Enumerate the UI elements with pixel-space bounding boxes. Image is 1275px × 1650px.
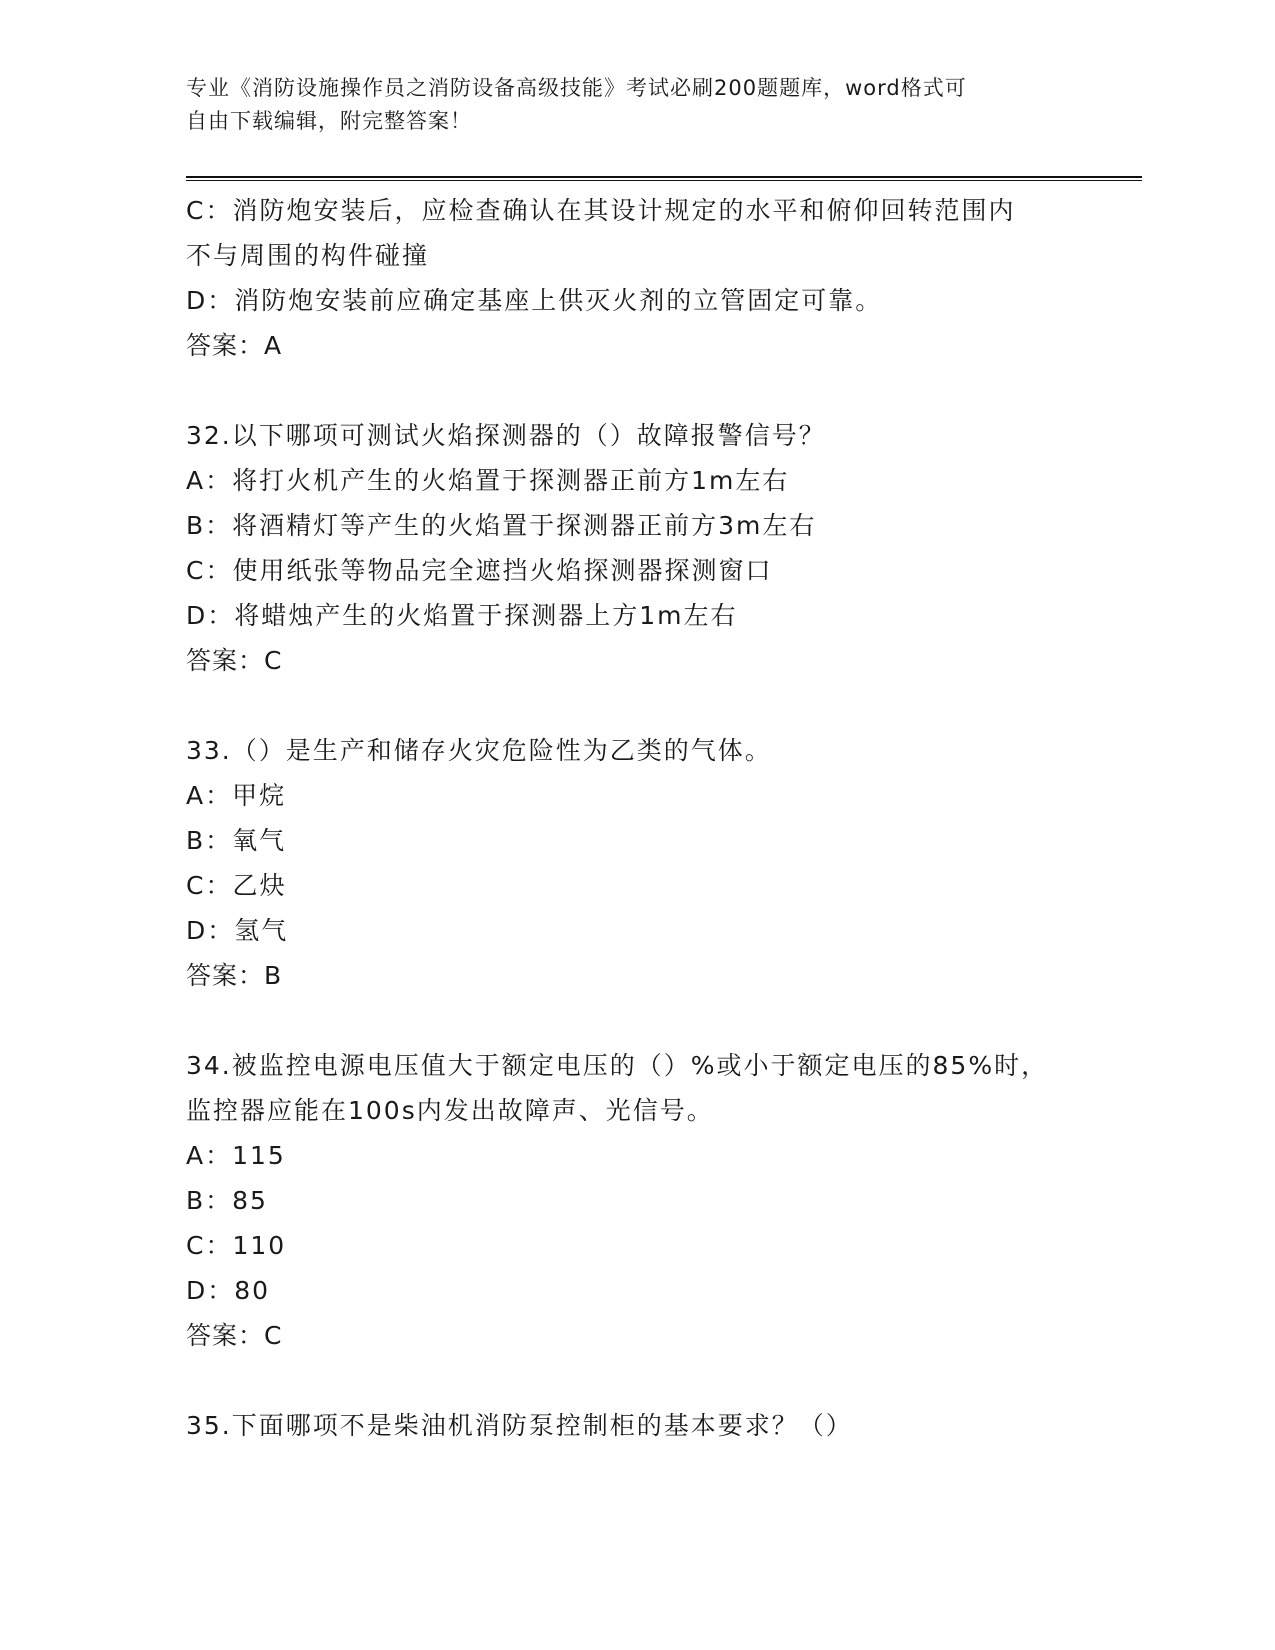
header-divider [186,176,1142,181]
option-b: B：氧气 [186,826,287,855]
question-stem-continued: 监控器应能在100s内发出故障声、光信号。 [186,1096,714,1125]
header-line-1: 专业《消防设施操作员之消防设备高级技能》考试必刷200题题库，word格式可 [186,76,967,100]
question-stem: 35.下面哪项不是柴油机消防泵控制柜的基本要求？（） [186,1411,853,1440]
spacer [186,1358,1086,1403]
question-33 [186,728,1086,998]
prev-question-block [186,188,1086,368]
spacer [186,998,1086,1043]
option-c: C：110 [186,1231,287,1260]
question-stem: 32.以下哪项可测试火焰探测器的（）故障报警信号？ [186,421,826,450]
option-a: A：将打火机产生的火焰置于探测器正前方1m左右 [186,466,790,495]
option-c: C：乙炔 [186,871,287,900]
answer: 答案：A [186,331,283,360]
answer: 答案：C [186,1321,283,1350]
answer: 答案：C [186,646,283,675]
option-d: D：氢气 [186,916,289,945]
option-c-continued: 不与周围的构件碰撞 [186,241,430,270]
option-d: D：80 [186,1276,271,1305]
option-c: C：消防炮安装后，应检查确认在其设计规定的水平和俯仰回转范围内 [186,196,1016,225]
question-stem: 33.（）是生产和储存火灾危险性为乙类的气体。 [186,736,772,765]
option-c: C：使用纸张等物品完全遮挡火焰探测器探测窗口 [186,556,773,585]
question-stem: 34.被监控电源电压值大于额定电压的（）%或小于额定电压的85%时， [186,1051,1049,1080]
spacer [186,368,1086,413]
answer: 答案：B [186,961,283,990]
option-b: B：85 [186,1186,268,1215]
header-line-2: 自由下载编辑，附完整答案！ [186,109,472,133]
option-d: D：将蜡烛产生的火焰置于探测器上方1m左右 [186,601,738,630]
option-a: A：甲烷 [186,781,287,810]
spacer [186,683,1086,728]
question-34 [186,1043,1086,1358]
option-a: A：115 [186,1141,286,1170]
option-b: B：将酒精灯等产生的火焰置于探测器正前方3m左右 [186,511,817,540]
option-d: D：消防炮安装前应确定基座上供灭火剂的立管固定可靠。 [186,286,883,315]
question-35 [186,1403,1086,1448]
document-header [186,72,1086,138]
question-content [186,188,1086,1448]
question-32 [186,413,1086,683]
